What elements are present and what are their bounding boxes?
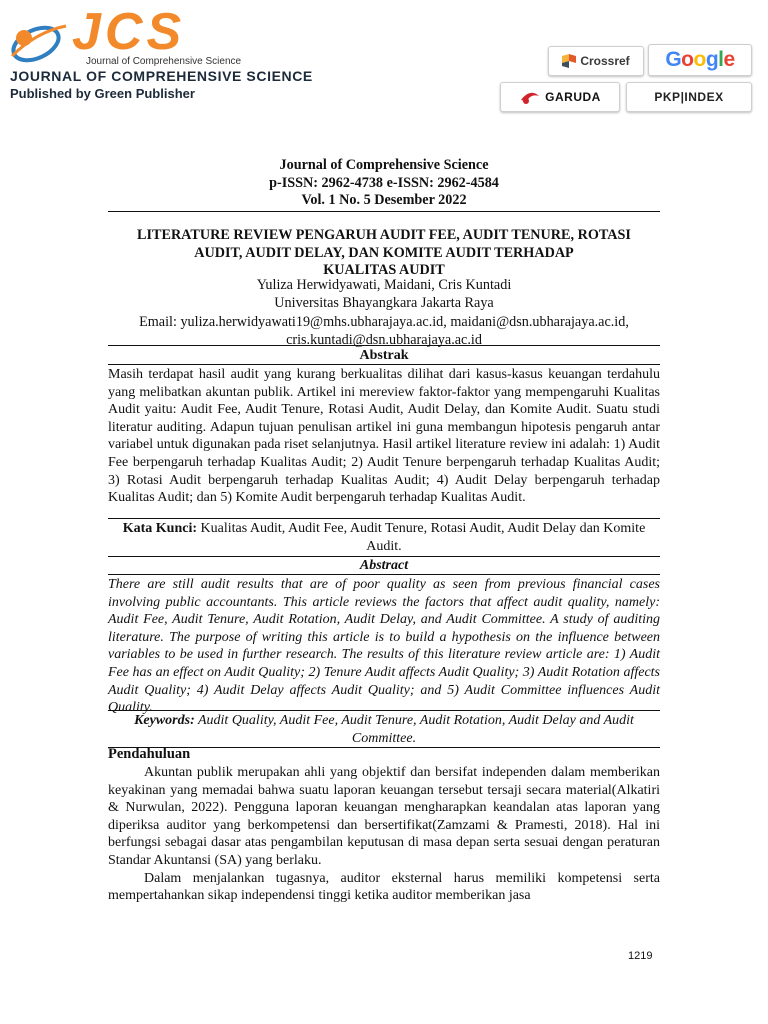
- crossref-label: Crossref: [580, 54, 630, 68]
- jcs-logo: [6, 3, 296, 67]
- abstract-heading: Abstract: [359, 558, 409, 573]
- abstrak-text: Masih terdapat hasil audit yang kurang berkualitas dilihat dari kasus-kasus keuangan terdahulu yang melibatkan akuntan publik. Artikel ini mereview faktor-faktor yang mempengaruhi Kualitas Audit yaitu: Audit Fee, Audit Tenure, Rotasi Audit, Audit Delay, dan Komite Audit. Suatu studi literatur auditing. Adapun tujuan penulisan artikel ini guna membangun hipotesis pengaruh antar variabel untuk digunakan pada riset selanjutnya. Hasil artikel literature review ini adalah: 1) Audit Fee berpengaruh terhadap Kualitas Audit; 2) Audit Tenure berpengaruh terhadap Kualitas Audit; 3) Rotasi Audit berpengaruh terhadap Kualitas Audit; 4) Audit Delay berpengaruh terhadap Kualitas Audit; dan 5) Komite Audit berpengaruh terhadap Kualitas Audit.: [108, 367, 660, 506]
- pkp-index-badge[interactable]: [626, 82, 752, 112]
- email-line: Email: yuliza.herwidyawati19@mhs.ubharajaya.ac.id, maidani@dsn.ubharajaya.ac.id,: [139, 314, 629, 331]
- journal-volume: Vol. 1 No. 5 Desember 2022: [301, 192, 467, 209]
- page-number: 1219: [628, 950, 653, 962]
- abstract-text: There are still audit results that are of poor quality as seen from previous financial cases involving public accountants. This article reviews the factors that affect audit quality, namely: Audit Fee, Audit Tenure, Audit Rotation, Audit Delay, and Audit Committee. A study of auditing literature. The purpose of writing this article is to build a hypothesis on the influence between variables to be used in further research. The results of this literature review article are: 1) Audit Fee has an effect on Audit Quality; 2) Tenure Audit affects Audit Quality; 3) Audit Rotation affects Audit Quality; 4) Audit Delay affects Audit Quality; and 5) Audit Committee influences Audit Quality.: [108, 577, 660, 716]
- crossref-badge[interactable]: [548, 46, 644, 76]
- divider: [108, 345, 660, 346]
- google-letter: o: [693, 48, 706, 71]
- journal-info: [108, 157, 660, 210]
- logo-subtitle: Journal of Comprehensive Science: [86, 56, 242, 67]
- kata-kunci-text: Kualitas Audit, Audit Fee, Audit Tenure, Rotasi Audit, Audit Delay dan Komite Audit.: [200, 521, 646, 554]
- logo-text: JCS: [72, 3, 186, 61]
- logo-swoosh-icon: [6, 12, 80, 68]
- title-line: KUALITAS AUDIT: [323, 262, 445, 279]
- affiliation: Universitas Bhayangkara Jakarta Raya: [274, 294, 494, 311]
- email-line: cris.kuntadi@dsn.ubharajaya.ac.id: [286, 331, 482, 348]
- divider: [108, 574, 660, 575]
- author-names: Yuliza Herwidyawati, Maidani, Cris Kuntadi: [256, 277, 512, 293]
- publisher-banner: Published by Green Publisher: [10, 86, 195, 101]
- divider: [108, 747, 660, 748]
- pendahuluan-body: [108, 764, 660, 905]
- divider: [108, 710, 660, 711]
- paragraph: Akuntan publik merupakan ahli yang objektif dan bersifat independen dalam memberikan keyakinan yang memadai bahwa suatu laporan keuangan tersebut tersaji secara material(Alkatiri & Nurwulan, 2022). Pengguna laporan keuangan mengharapkan keandalan atas laporan yang diperiksa auditor yang berkompetensi dan bersertifikat(Zamzami & Pramesti, 2018). Hal ini berfungsi sebagai dasar atas pengambilan keputusan di masa depan serta sesuai dengan peraturan Standar Akuntansi (SA) yang berlaku.: [108, 765, 660, 868]
- keywords-text: Audit Quality, Audit Fee, Audit Tenure, Audit Rotation, Audit Delay and Audit Committee.: [197, 713, 634, 746]
- abstrak-heading: Abstrak: [359, 348, 409, 363]
- google-letter: o: [681, 48, 694, 71]
- google-letter: g: [705, 48, 719, 71]
- keywords: [108, 712, 660, 747]
- crossref-icon: [562, 54, 576, 68]
- journal-title: Journal of Comprehensive Science: [279, 157, 489, 173]
- google-letter: e: [723, 48, 735, 71]
- title-line: LITERATURE REVIEW PENGARUH AUDIT FEE, AUDIT TENURE, ROTASI: [137, 227, 631, 243]
- paragraph: Dalam menjalankan tugasnya, auditor eksternal harus memiliki kompetensi serta mempertahankan sikap independensi tinggi ketika auditor memberikan jasa: [108, 870, 660, 904]
- google-scholar-badge[interactable]: [648, 44, 752, 76]
- kata-kunci: [108, 520, 660, 555]
- divider: [108, 364, 660, 365]
- garuda-badge[interactable]: [500, 82, 620, 112]
- keywords-label: Keywords:: [134, 713, 195, 728]
- kata-kunci-label: Kata Kunci:: [122, 521, 197, 536]
- google-letter: l: [718, 48, 724, 71]
- article-title: [108, 227, 660, 280]
- divider: [108, 211, 660, 212]
- author-block: [108, 277, 660, 349]
- journal-issn: p-ISSN: 2962-4738 e-ISSN: 2962-4584: [269, 174, 499, 191]
- garuda-icon: [519, 88, 541, 106]
- garuda-label: GARUDA: [545, 90, 601, 104]
- title-line: AUDIT, AUDIT DELAY, DAN KOMITE AUDIT TERHADAP: [194, 244, 574, 261]
- pendahuluan-heading: Pendahuluan: [108, 746, 191, 762]
- google-letter: G: [665, 48, 682, 71]
- google-label: [665, 48, 734, 72]
- pkp-label: PKP|INDEX: [654, 90, 724, 104]
- journal-masthead: [0, 0, 768, 118]
- divider: [108, 518, 660, 519]
- journal-name-banner: JOURNAL OF COMPREHENSIVE SCIENCE: [10, 68, 313, 84]
